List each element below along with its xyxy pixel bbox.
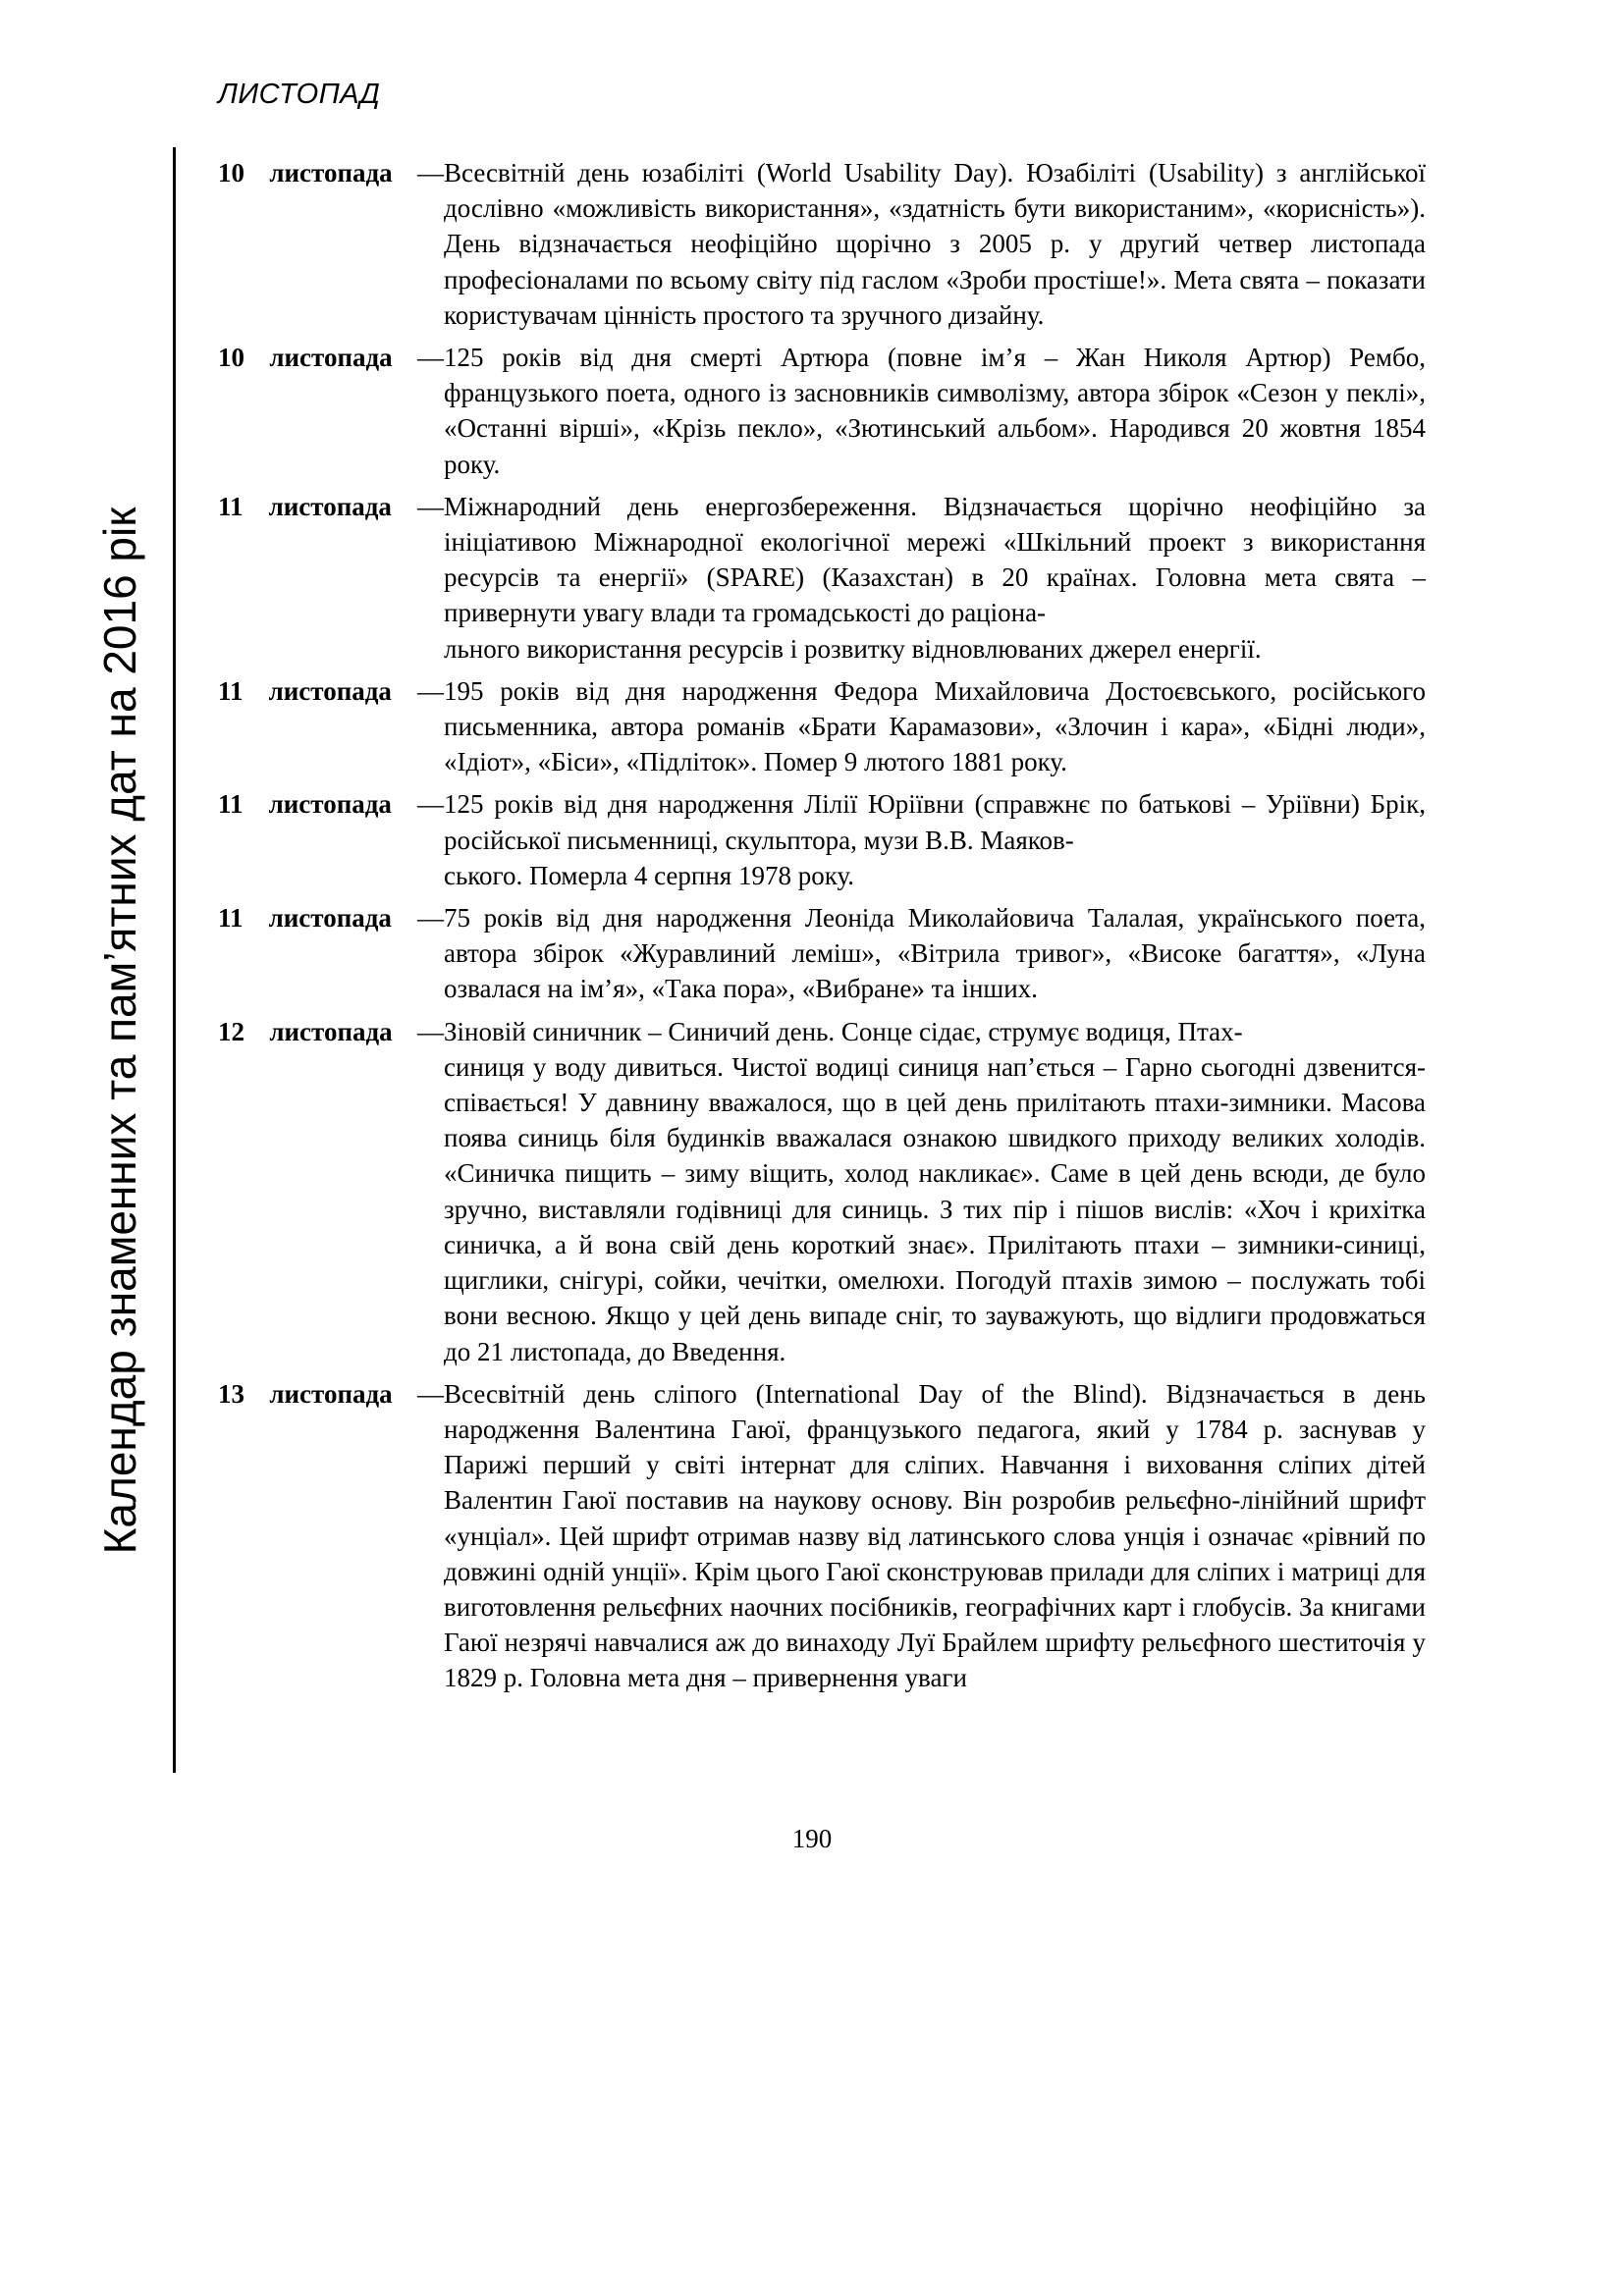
entry-text: 75 років від дня народження Леоніда Миколайовича Талалая, українського поета, автора збірок «Журавлиний леміш», «Вітрила тривог», «Високе багаття», «Луна озвалася на ім’я», «Така пора», «Вибране» та інших. [444,903,1426,1004]
entry [218,340,1426,482]
entry-text: Всесвітній день сліпого (International Day of the Blind). Відзначається в день народження Валентина Гаюї, французького педагога, який у 1784 р. заснував у Парижі перший у світі інтернат для сліпих. Навчання і виховання сліпих дітей Валентин Гаюї поставив на наукову основу. Він розробив рельєфно-лінійний шрифт «унціал». Цей шрифт отримав назву від латинського слова унція і означає «рівний по довжині одній унції». Крім цього Гаюї сконструював прилади для сліпих і матриці для виготовлення рельєфних наочних посібників, географічних карт і глобусів. За книгами Гаюї незрячі навчалися аж до винаходу Луї Брайлем шрифту рельєфного шеститочія у 1829 р. Головна мета дня – привернення уваги [444,1378,1426,1693]
entry [218,900,1426,1007]
entry-head [218,900,444,935]
entry-head [218,340,444,375]
entry-text: 125 років від дня смерті Артюра (повне ім’я – Жан Николя Артюр) Рембо, французького поета, одного із засновників символізму, автора збірок «Сезон у пеклі», «Останні вірші», «Крізь пекло», «Зютинський альбом». Народився 20 жовтня 1854 року. [444,343,1426,479]
margin-rule [173,147,176,1773]
entry-head [218,155,444,190]
side-title: Календар знаменних та пам’ятних дат на 2016 рік [94,507,145,1555]
entry-text: Всесвітній день юзабіліті (World Usability Day). Юзабіліті (Usability) з англійської дослівно «можливість використання», «здатність бути використаним», «корисність»). День відзначається неофіційно щорічно з 2005 р. у другий четвер листопада професіоналами по всьому світу під гаслом «Зроби простіше!». Мета свята – показати користувачам цінність простого та зручного дизайну. [444,158,1426,330]
entry-date: 11 листопада [218,903,392,934]
entry-head [218,673,444,709]
entry-dash: — [417,1378,444,1409]
entry-head [218,1014,444,1049]
entry [218,1014,1426,1369]
entry [218,155,1426,333]
entries-list [218,155,1426,1703]
entry-dash: — [417,903,444,934]
entry-date: 11 листопада [218,789,392,820]
entry-head [218,786,444,822]
page-header: ЛИСТОПАД [218,79,381,110]
entry [218,1376,1426,1696]
entry-dash: — [417,343,444,373]
entry-text: Зіновій синичник – Синичий день. Сонце сідає, струмує водиця, Птах- синиця у воду дивиться. Чистої водиці синиця нап’ється – Гарно сьогодні дзвенится-співається! У давнину вважалося, що в цей день прилітають птахи-зимники. Масова поява синиць біля будинків вважалася ознакою швидкого приходу великих холодів. «Синичка пищить – зиму віщить, холод накликає». Саме в цей день всюди, де було зручно, виставляли годівниці для синиць. З тих пір і пішов вислів: «Хоч і крихітка синичка, а й вона свій день короткий знає». Прилітають птахи – зимники-синиці, щиглики, снігурі, сойки, чечітки, омелюхи. Погодуй птахів зимою – послужать тобі вони весною. Якщо у цей день випаде сніг, то зауважують, що відлиги продовжаться до 21 листопада, до Введення. [444,1016,1426,1366]
entry [218,786,1426,893]
entry-dash: — [417,158,444,187]
entry-head [218,489,444,524]
entry-dash: — [417,675,444,706]
entry-date: 11 листопада [218,675,392,706]
entry [218,673,1426,780]
entry-date: 12 листопада [218,1016,393,1046]
entry-text: Міжнародний день енергозбереження. Відзначається щорічно неофіційно за ініціативою Міжнародної екологічної мережі «Шкільний проект з використання ресурсів та енергії» (SPARE) (Казахстан) в 20 країнах. Головна мета свята – привернути увагу влади та громадськості до раціона- льного використання ресурсів і розвитку відновлюваних джерел енергії. [444,491,1426,664]
entry-dash: — [417,789,444,820]
entry-date: 11 листопада [218,491,392,521]
entry-date: 13 листопада [218,1378,393,1409]
entry-date: 10 листопада [218,158,393,187]
entry-text: 125 років від дня народження Лілії Юріївни (справжнє по батькові – Уріївни) Брік, російської письменниці, скульптора, музи В.В. Маяков- ського. Померла 4 серпня 1978 року. [444,789,1426,890]
entry-dash: — [417,491,444,521]
entry [218,489,1426,667]
page-number: 190 [791,1824,833,1853]
entry-head [218,1376,444,1412]
entry-text: 195 років від дня народження Федора Михайловича Достоєвського, російського письменника, автора романів «Брати Карамазови», «Злочин і кара», «Бідні люди», «Ідіот», «Біси», «Підліток». Помер 9 лютого 1881 року. [444,675,1426,777]
entry-date: 10 листопада [218,343,393,373]
entry-dash: — [417,1016,444,1046]
